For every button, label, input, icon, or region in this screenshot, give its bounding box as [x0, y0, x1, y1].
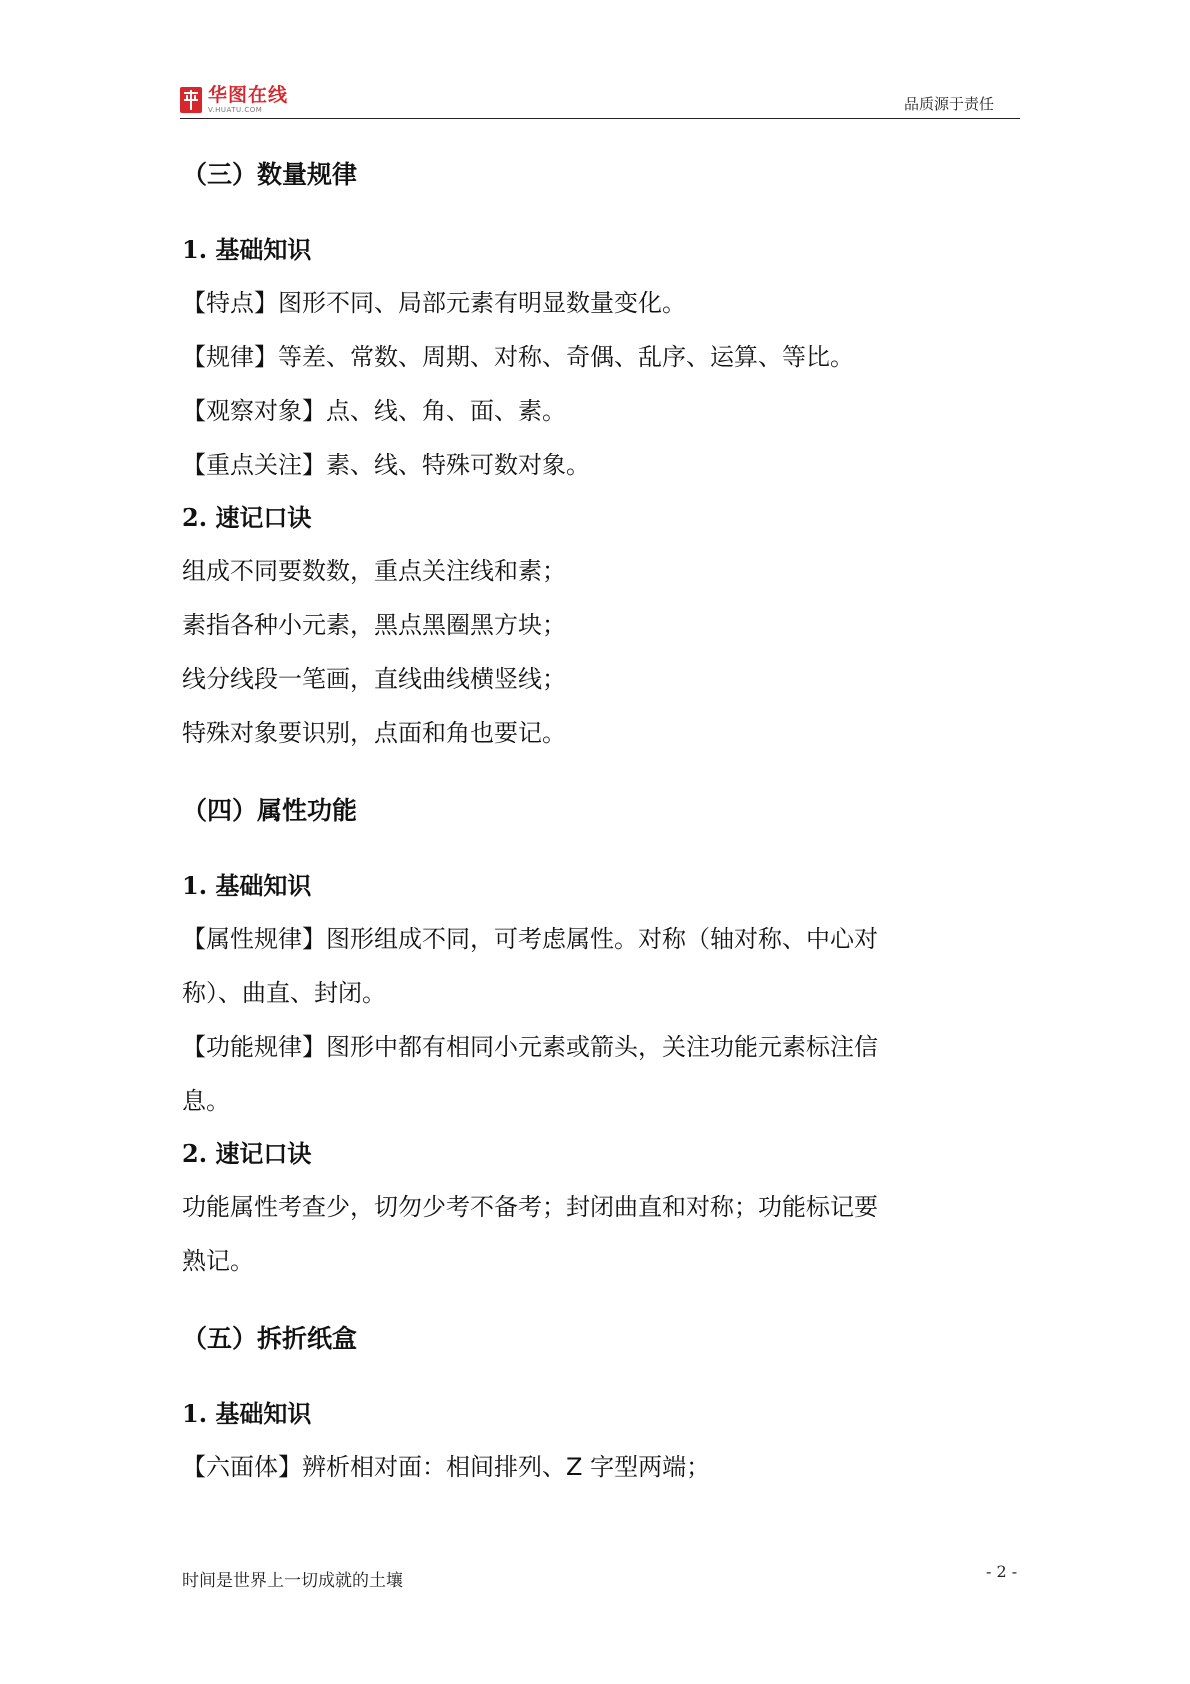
paragraph-line: 【功能规律】图形中都有相同小元素或箭头，关注功能元素标注信	[182, 1033, 878, 1061]
paragraph-line: 【属性规律】图形组成不同，可考虑属性。对称（轴对称、中心对	[182, 925, 878, 953]
list-item: 【特点】图形不同、局部元素有明显数量变化。	[182, 289, 686, 317]
subheading-basics-5: 1. 基础知识	[182, 1399, 312, 1428]
list-item: 【观察对象】点、线、角、面、素。	[182, 397, 566, 425]
subheading-basics-3: 1. 基础知识	[182, 235, 312, 264]
logo-name: 华图在线	[208, 84, 289, 106]
subheading-basics-4: 1. 基础知识	[182, 871, 312, 900]
verse-line: 功能属性考查少，切勿少考不备考；封闭曲直和对称；功能标记要	[182, 1193, 878, 1221]
paragraph-line: 称）、曲直、封闭。	[182, 979, 386, 1007]
section-title-4: （四）属性功能	[182, 796, 358, 825]
subheading-mnemonic-4: 2. 速记口诀	[182, 1139, 312, 1168]
header-slogan: 品质源于责任	[903, 95, 994, 113]
logo-url: V.HUATU.COM	[208, 106, 263, 114]
verse-line: 线分线段一笔画，直线曲线横竖线；	[182, 665, 566, 693]
list-item: 【规律】等差、常数、周期、对称、奇偶、乱序、运算、等比。	[182, 343, 854, 371]
logo	[180, 84, 288, 116]
verse-line: 素指各种小元素，黑点黑圈黑方块；	[182, 611, 566, 639]
paragraph-line: 息。	[182, 1087, 230, 1115]
footer-motto: 时间是世界上一切成就的土壤	[182, 1571, 403, 1591]
page-header	[180, 80, 1020, 119]
section-title-3: （三）数量规律	[182, 160, 358, 189]
section-title-5: （五）拆折纸盒	[182, 1324, 358, 1353]
huatu-logo-icon	[180, 87, 202, 113]
list-item: 【重点关注】素、线、特殊可数对象。	[182, 451, 590, 479]
page-number: - 2 -	[986, 1562, 1018, 1581]
list-item: 【六面体】辨析相对面：相间排列、Z 字型两端；	[182, 1453, 711, 1481]
subheading-mnemonic-3: 2. 速记口诀	[182, 503, 312, 532]
verse-line: 组成不同要数数，重点关注线和素；	[182, 557, 566, 585]
document-body	[182, 150, 1002, 1494]
verse-line: 熟记。	[182, 1247, 254, 1275]
verse-line: 特殊对象要识别，点面和角也要记。	[182, 719, 566, 747]
